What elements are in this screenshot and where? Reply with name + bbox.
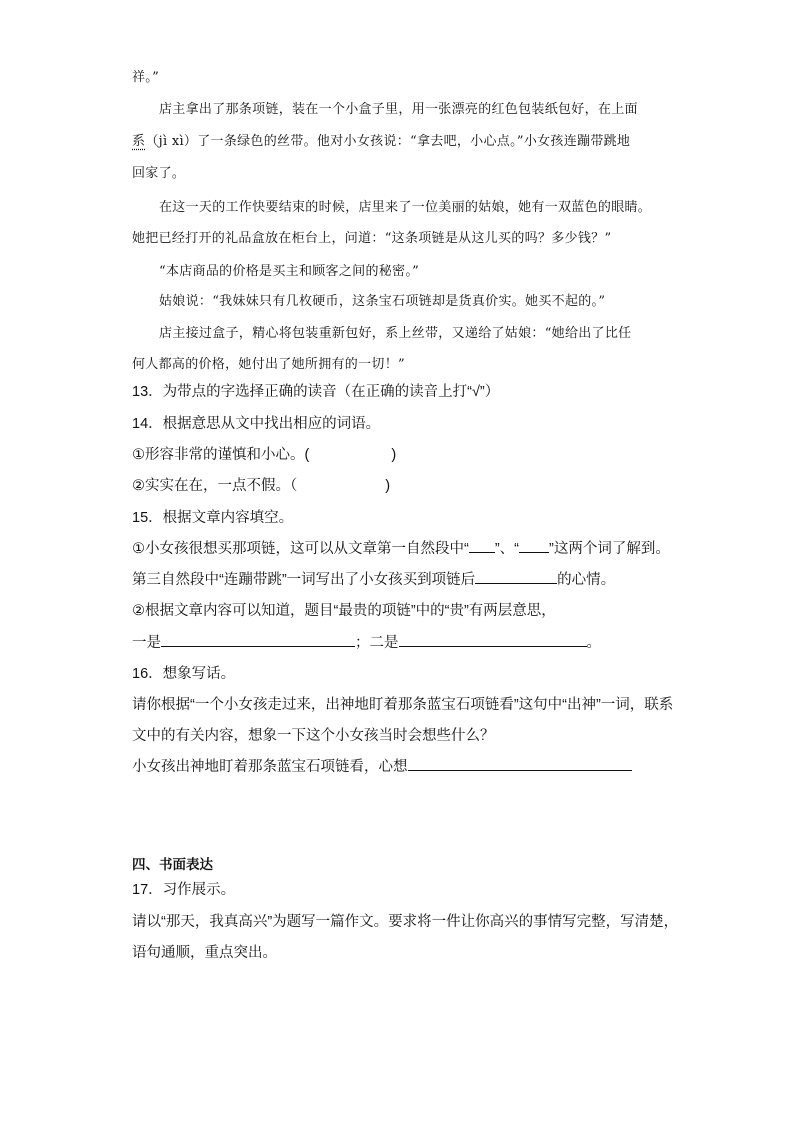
blank-15-2-a[interactable] [161,632,355,647]
question-16-line3 [132,755,632,776]
question-15-1-text-b: ”、“ [494,541,519,557]
question-14-2-text: ②实实在在，一点不假。（ [132,478,298,494]
question-16-prompt: 小女孩出神地盯着那条蓝宝石项链看，心想 [132,759,408,775]
question-17-line1: 请以“那天，我真高兴”为题写一篇作文。要求将一件让你高兴的事情写完整，写清楚， [132,914,679,930]
question-15-1 [132,537,670,558]
question-15-2-end: 。 [586,635,601,651]
passage-p5-line1: 店主接过盒子，精心将包装重新包好，系上丝带，又递给了姑娘：“她给出了比任 [159,326,632,341]
paren-close: ) [391,447,397,463]
passage-p0-tail: 祥。” [132,70,160,85]
pinyin-options: （jì xì） [145,134,198,149]
section-4-heading: 四、书面表达 [132,857,213,872]
question-15-2-label-b: ；二是 [355,635,399,651]
passage-p1-line3: 回家了。 [132,166,186,181]
blank-16[interactable] [408,756,632,771]
blank-15-1-a[interactable] [469,538,495,553]
question-15-1-text-a: ①小女孩很想买那项链，这可以从文章第一自然段中“ [132,541,469,557]
blank-15-2-b[interactable] [399,632,587,647]
question-16: 16．想象写话。 [132,666,236,682]
question-17: 17．习作展示。 [132,882,236,898]
paren-close: ) [385,478,391,494]
question-17-line2: 语句通顺，重点突出。 [132,945,277,961]
question-15-1-cont [132,568,615,589]
question-15-2-label-a: 一是 [132,635,161,651]
passage-p5-line2: 何人都高的价格，她付出了她所拥有的一切！” [132,357,405,372]
question-15-1-text-e: 的心情。 [557,572,616,588]
question-15: 15．根据文章内容填空。 [132,510,294,526]
dotted-char: 系 [132,134,146,149]
question-14: 14．根据意思从文中找出相应的词语。 [132,416,381,432]
blank-15-1-b[interactable] [519,538,549,553]
passage-p2-line1: 在这一天的工作快要结束的时候，店里来了一位美丽的姑娘，她有一双蓝色的眼睛。 [159,200,652,215]
passage-p1-line2 [132,130,630,149]
question-15-2: ②根据文章内容可以知道，题目“最贵的项链”中的“贵”有两层意思， [132,603,556,619]
question-14-1 [132,443,396,464]
blank-15-1-c[interactable] [475,569,557,584]
question-15-1-text-d: 第三自然段中“连蹦带跳”一词写出了小女孩买到项链后 [132,572,476,588]
question-16-line2: 文中的有关内容，想象一下这个小女孩当时会想些什么？ [132,728,495,744]
question-15-2-answers [132,631,601,652]
passage-p4: 姑娘说：“我妹妹只有几枚硬币，这条宝石项链却是货真价实。她买不起的。” [159,294,606,309]
question-14-1-text: ①形容非常的谨慎和小心。( [132,447,310,463]
passage-p2-line2: 她把已经打开的礼品盒放在柜台上，问道：“这条项链是从这儿买的吗？多少钱？” [132,231,612,246]
question-14-2 [132,474,390,495]
passage-p1-line1: 店主拿出了那条项链，装在一个小盒子里，用一张漂亮的红色包装纸包好，在上面 [159,102,638,117]
question-16-line1: 请你根据“一个小女孩走过来，出神地盯着那条蓝宝石项链看”这句中“出神”一词，联系 [132,697,674,713]
passage-p3: “本店商品的价格是买主和顾客之间的秘密。” [159,264,420,279]
question-13: 13．为带点的字选择正确的读音（在正确的读音上打“√”） [132,384,500,400]
question-15-1-text-c: ”这两个词了解到。 [549,541,670,557]
passage-p1-line2-rest: 了一条绿色的丝带。他对小女孩说：“拿去吧，小心点。”小女孩连蹦带跳地 [197,134,631,149]
